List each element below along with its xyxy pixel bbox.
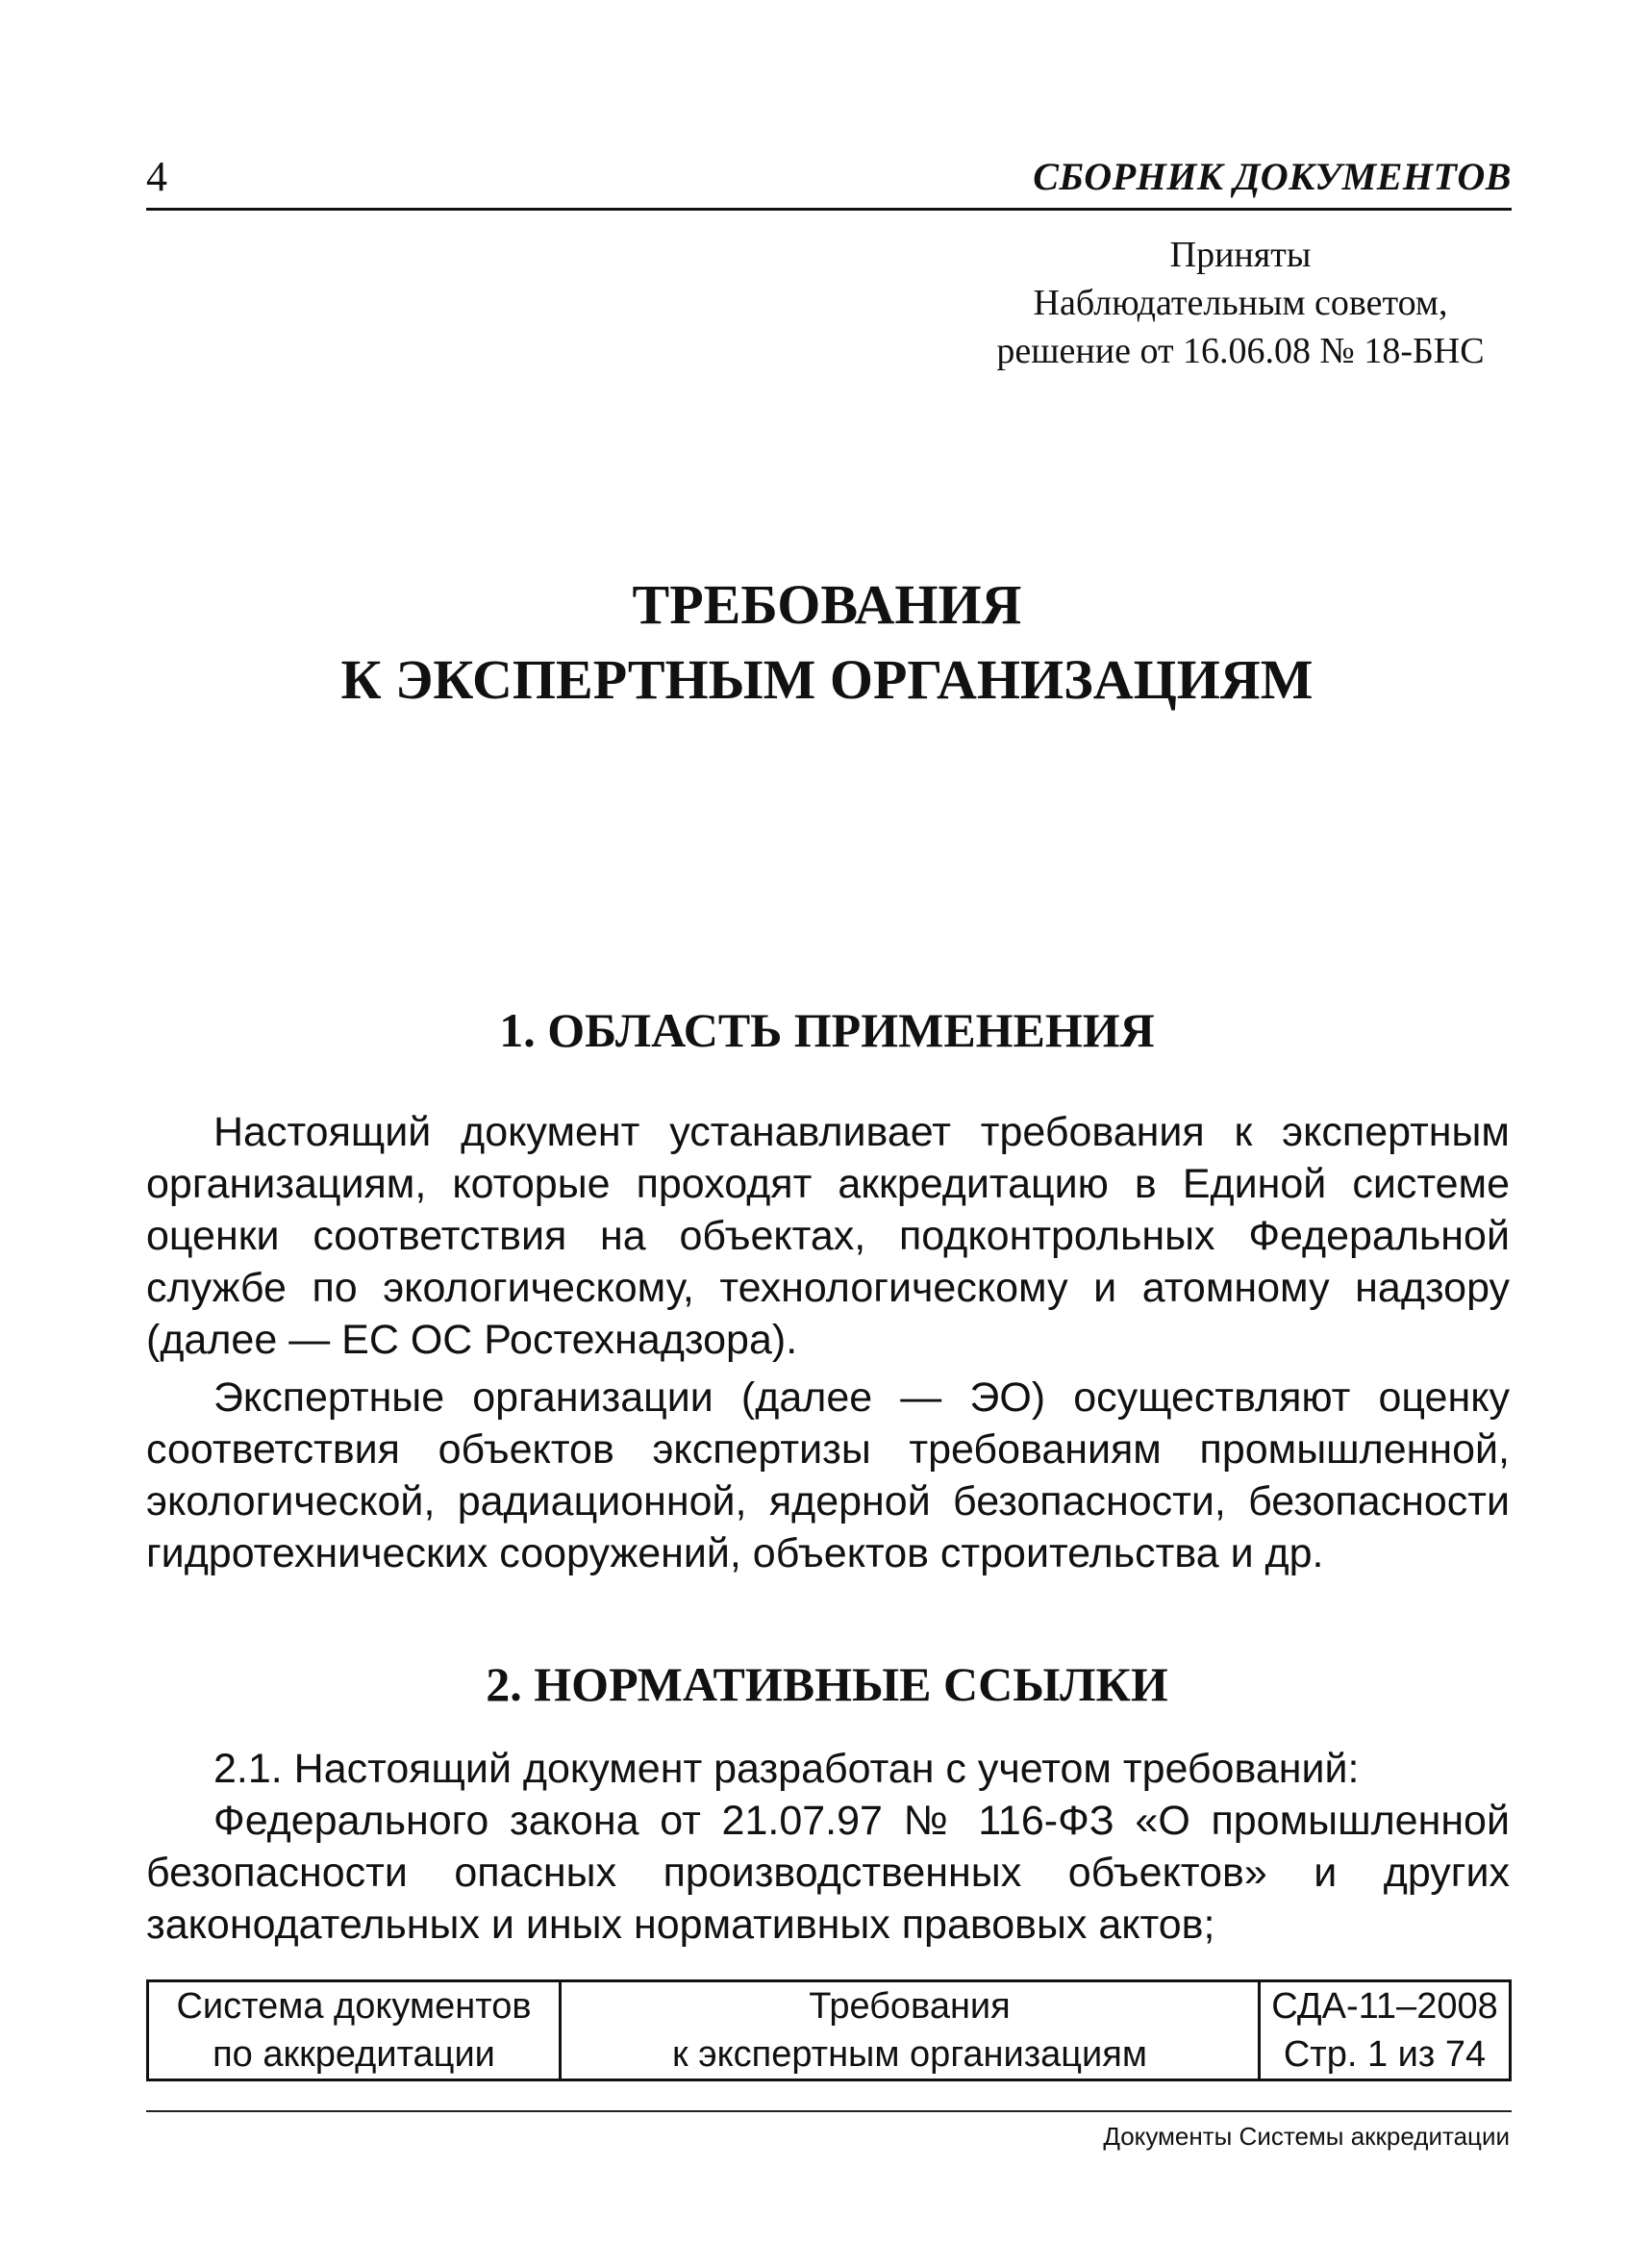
document-name-line-1: Требования: [809, 1986, 1011, 2027]
section-1-paragraph-2: [146, 1372, 1510, 1579]
page-header: [146, 144, 1512, 211]
document-system-line-2: по аккредитации: [213, 2034, 495, 2075]
section-2-heading: 2. НОРМАТИВНЫЕ ССЫЛКИ: [486, 1657, 1168, 1711]
page-number: 4: [146, 153, 167, 200]
approval-line-1: Приняты: [1169, 235, 1312, 275]
document-info-row: [148, 1981, 1511, 2080]
section-1-heading: 1. ОБЛАСТЬ ПРИМЕНЕНИЯ: [499, 1003, 1155, 1057]
approval-line-3: решение от 16.06.08 № 18-БНС: [996, 331, 1485, 371]
approval-line-2: Наблюдательным советом,: [1033, 283, 1448, 323]
section-1-paragraph-2-text: Экспертные организации (далее — ЭО) осуществляют оценку соответствия объектов экспертизы требованиям промышленной, экологической, радиационной, ядерной безопасности, безопасности гидротехнических сооружений, объектов строительства и др.: [146, 1374, 1510, 1576]
document-name-cell: [561, 1981, 1260, 2080]
collection-title: СБОРНИК ДОКУМЕНТОВ: [1033, 155, 1512, 198]
section-2-paragraph-1-text: 2.1. Настоящий документ разработан с учетом требований:: [213, 1746, 1360, 1792]
approval-block: [971, 231, 1510, 375]
section-2-paragraph-2-text: Федерального закона от 21.07.97 № 116-ФЗ «О промышленной безопасности опасных производственных объектов» и других законодательных и иных нормативных правовых актов;: [146, 1798, 1510, 1948]
document-info-table: [146, 1979, 1512, 2081]
page-footer: Документы Системы аккредитации: [1103, 2122, 1510, 2151]
document-title-line-1: ТРЕБОВАНИЯ: [632, 573, 1022, 636]
section-1-paragraph-1: [146, 1106, 1510, 1366]
document-code: СДА-11–2008: [1271, 1986, 1498, 2027]
document-title-line-2: К ЭКСПЕРТНЫМ ОРГАНИЗАЦИЯМ: [340, 648, 1314, 711]
section-1-paragraph-1-text: Настоящий документ устанавливает требования к экспертным организациям, которые проходят аккредитацию в Единой системе оценки соответствия на объектах, подконтрольных Федеральной службе по экологическому, технологическому и атомному надзору (далее — ЕС ОС Ростехнадзора).: [146, 1109, 1510, 1363]
document-system-line-1: Система документов: [176, 1986, 532, 2027]
footer-divider: [146, 2110, 1512, 2112]
document-title: [144, 567, 1510, 718]
document-system-cell: [148, 1981, 561, 2080]
document-name-line-2: к экспертным организациям: [672, 2034, 1147, 2075]
document-page-count: Стр. 1 из 74: [1283, 2034, 1487, 2075]
section-2-paragraph-1: [146, 1743, 1510, 1795]
document-code-cell: [1260, 1981, 1511, 2080]
section-2-paragraph-2: [146, 1795, 1510, 1951]
